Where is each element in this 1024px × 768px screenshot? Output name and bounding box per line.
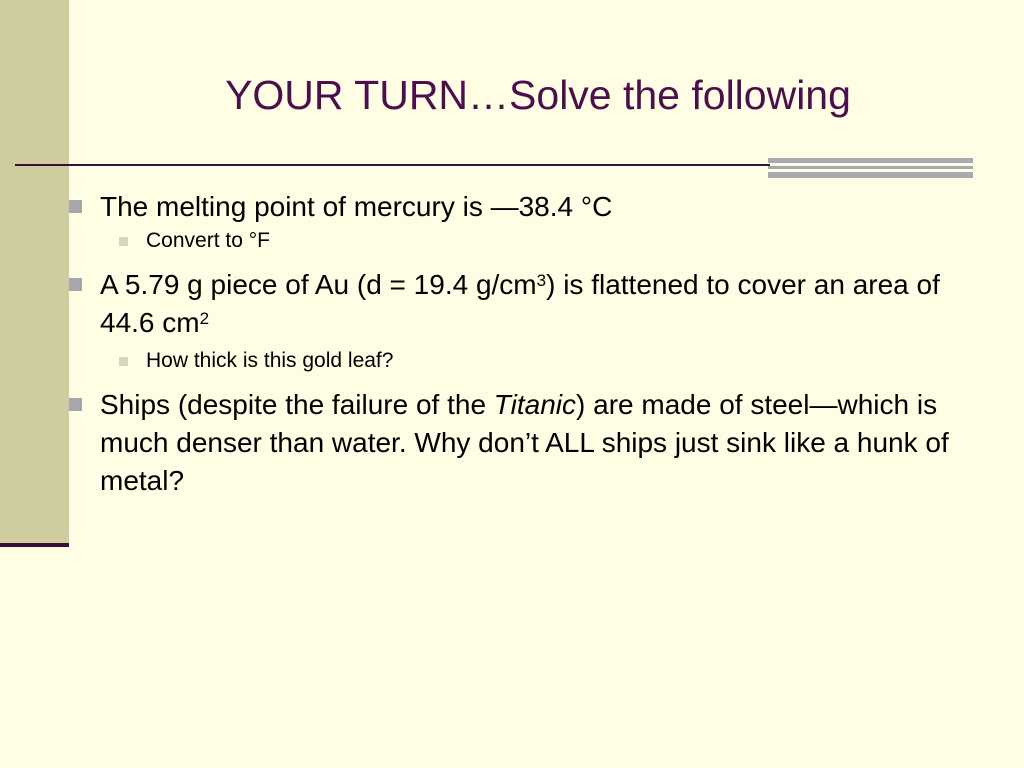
square-bullet-icon	[69, 200, 82, 213]
title-divider	[15, 164, 770, 166]
square-bullet-icon	[69, 278, 82, 291]
divider-accent-bar	[768, 172, 973, 178]
sub-bullet-text: How thick is this gold leaf?	[146, 349, 394, 372]
bullet-text-part: Ships (despite the failure of the	[100, 389, 494, 420]
bullet-text-part: A 5.79 g piece of Au (d = 19.4 g/cm	[100, 269, 537, 300]
square-bullet-icon	[119, 357, 128, 366]
slide-title: YOUR TURN…Solve the following	[225, 72, 851, 118]
bullet-item-ships	[66, 386, 986, 500]
bullet-text: The melting point of mercury is —38.4 °C	[100, 191, 613, 222]
bullet-item-gold	[66, 266, 986, 342]
bullet-text-part: ) is flattened to cover an area of 44.6 cm	[100, 269, 940, 338]
left-band-underline	[0, 543, 69, 547]
sub-bullet-text: Convert to °F	[146, 229, 270, 252]
divider-accent-bar	[768, 166, 973, 169]
superscript: 3	[536, 271, 547, 290]
bullet-list	[66, 188, 986, 500]
bullet-item-mercury	[66, 188, 986, 226]
sub-bullet-item-thickness	[66, 346, 986, 376]
square-bullet-icon	[119, 237, 128, 246]
square-bullet-icon	[69, 398, 82, 411]
italic-titanic: Titanic	[493, 389, 577, 420]
sub-bullet-item-convert	[66, 226, 986, 256]
superscript: 2	[199, 309, 210, 328]
divider-accent-bar	[768, 158, 973, 163]
bullet-text-part: ) are made of steel—which is much denser than water. Why don’t ALL ships just sink like a hunk of metal?	[100, 389, 949, 496]
